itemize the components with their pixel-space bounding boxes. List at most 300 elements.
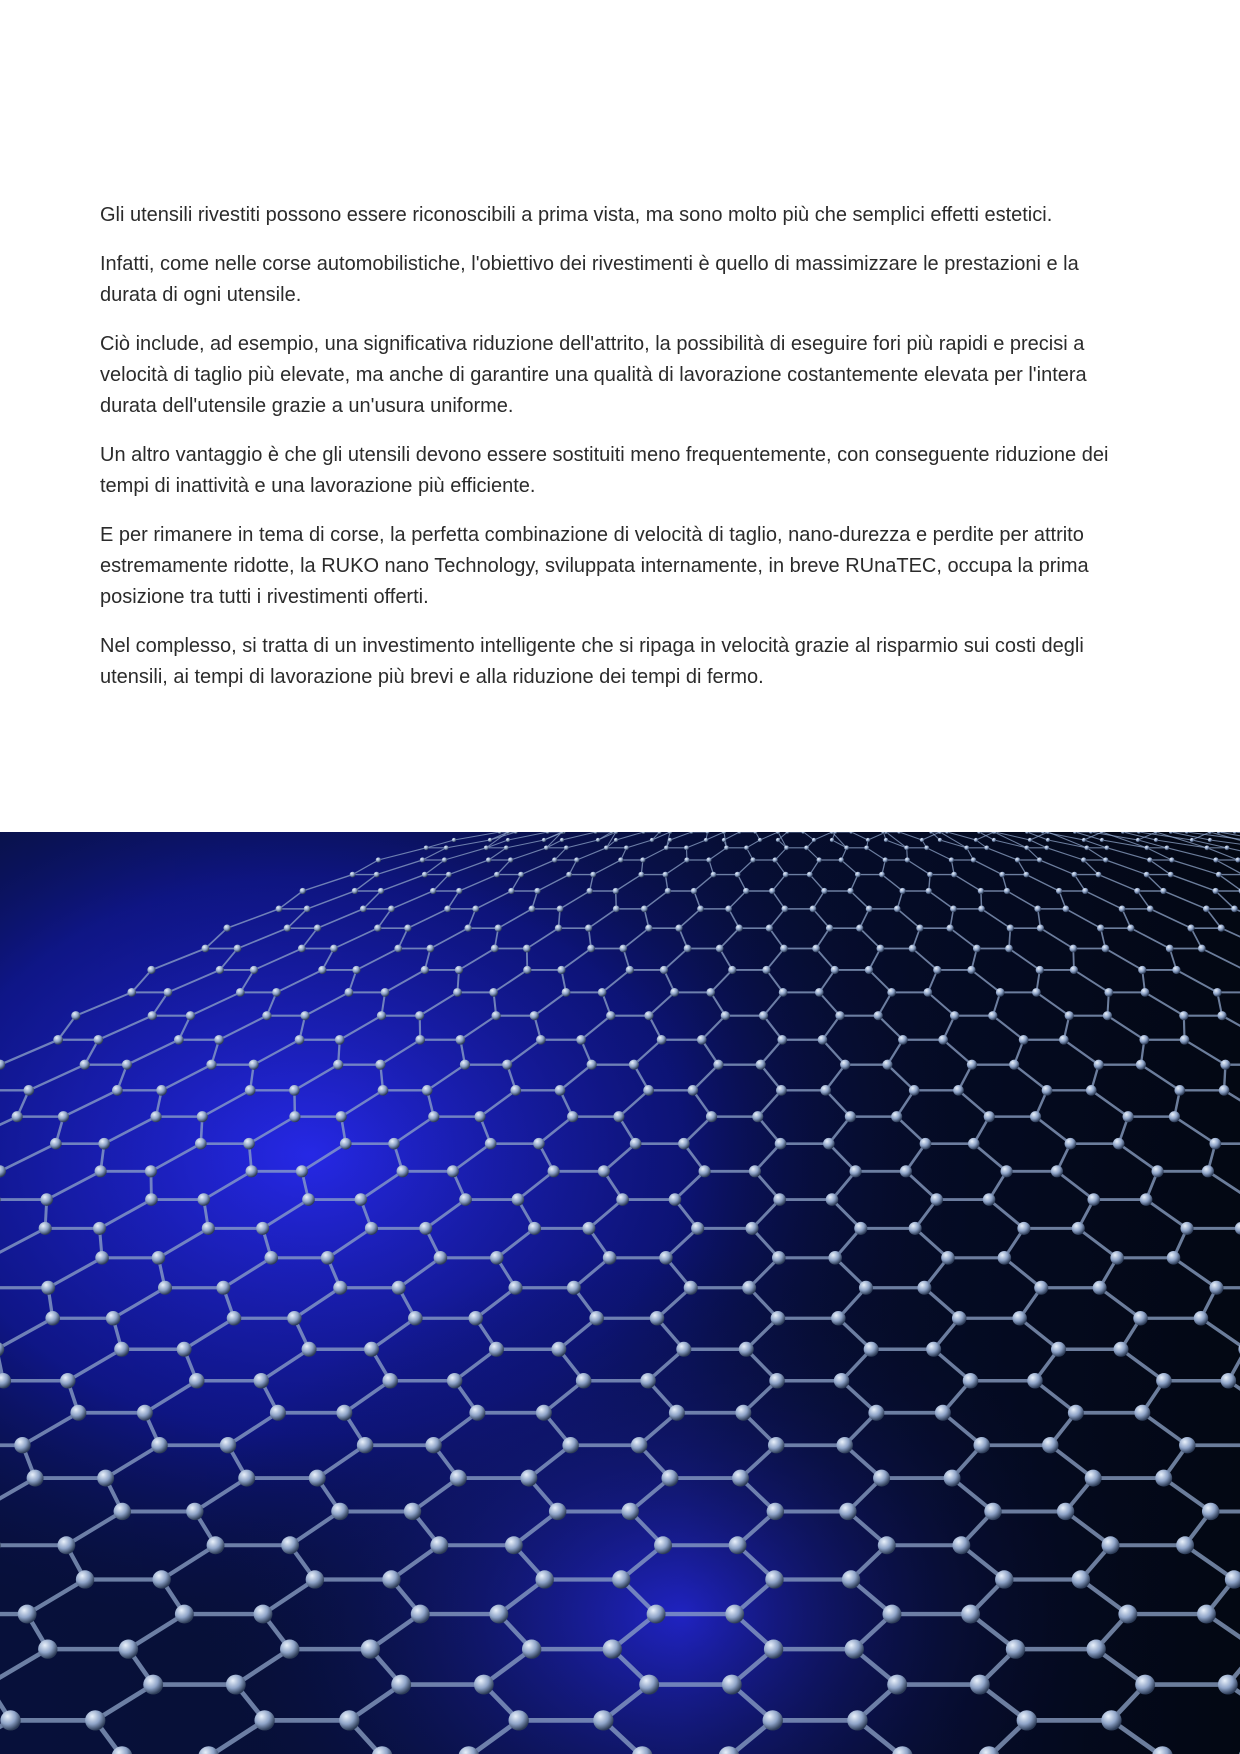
lattice-atom	[415, 1035, 425, 1045]
lattice-atom	[587, 945, 595, 953]
lattice-atom	[725, 906, 732, 913]
lattice-atom	[270, 1405, 286, 1421]
lattice-atom	[638, 872, 644, 878]
lattice-atom	[1220, 1060, 1230, 1070]
lattice-atom	[1042, 1085, 1053, 1096]
paragraph: Ciò include, ad esempio, una significativa riduzione dell'attrito, la possibilità di eseguire fori più rapidi e precisi a velocità di taglio più elevate, ma anche di garantire una qualità di lavorazione costantemente elevata per l'intera durata dell'utensile grazie a un'usura uniforme.	[100, 333, 1087, 417]
lattice-atom	[758, 838, 762, 842]
lattice-atom	[1160, 888, 1166, 894]
lattice-atom	[442, 857, 447, 862]
lattice-atom	[1219, 1085, 1230, 1096]
lattice-atom	[216, 966, 224, 974]
lattice-atom	[1110, 1251, 1124, 1265]
lattice-atom	[1119, 906, 1126, 913]
lattice-atom	[704, 838, 708, 842]
lattice-atom	[562, 988, 571, 997]
lattice-atom	[644, 1011, 653, 1020]
lattice-atom	[1028, 838, 1032, 842]
lattice-atom	[745, 1222, 758, 1235]
lattice-atom	[818, 1035, 828, 1045]
lattice-atom	[330, 945, 338, 953]
lattice-atom	[1203, 906, 1210, 913]
lattice-atom	[856, 925, 863, 932]
lattice-atom	[866, 838, 870, 842]
lattice-atom	[887, 1675, 907, 1695]
lattice-atom	[1205, 845, 1210, 850]
lattice-atom	[878, 1536, 896, 1554]
lattice-atom	[603, 1251, 617, 1265]
lattice-atom	[1155, 1470, 1172, 1487]
lattice-atom	[1194, 1311, 1209, 1326]
lattice-atom	[1213, 857, 1218, 862]
lattice-atom	[306, 1570, 324, 1588]
lattice-atom	[1103, 1011, 1112, 1020]
lattice-atom	[39, 1222, 52, 1235]
lattice-atom	[504, 845, 509, 850]
lattice-atom	[350, 872, 356, 878]
paragraph: Infatti, come nelle corse automobilistiche, l'obiettivo dei rivestimenti è quello di massimizzare le prestazioni e la durata di ogni utensile.	[100, 253, 1079, 306]
lattice-atom	[830, 838, 834, 842]
lattice-atom	[447, 1165, 459, 1177]
lattice-atom	[823, 1138, 835, 1150]
lattice-atom	[826, 1193, 839, 1206]
lattice-atom	[1084, 845, 1089, 850]
lattice-atom	[587, 1060, 597, 1070]
lattice-atom	[684, 945, 692, 953]
lattice-atom	[555, 925, 562, 932]
lattice-atom	[1134, 1405, 1150, 1421]
lattice-atom	[576, 1373, 591, 1388]
lattice-atom	[1169, 857, 1174, 862]
lattice-atom	[408, 1311, 423, 1326]
lattice-atom	[771, 1311, 786, 1326]
lattice-atom	[375, 1060, 385, 1070]
lattice-atom	[877, 945, 885, 953]
lattice-atom	[874, 1011, 883, 1020]
lattice-atom	[776, 838, 780, 842]
lattice-atom	[669, 1405, 685, 1421]
lattice-atom	[1059, 1035, 1069, 1045]
lattice-atom	[1113, 1138, 1125, 1150]
lattice-atom	[1072, 1570, 1090, 1588]
lattice-atom	[968, 1138, 980, 1150]
lattice-atom	[624, 845, 629, 850]
lattice-atom	[759, 1011, 768, 1020]
lattice-atom	[1198, 945, 1206, 953]
lattice-atom	[536, 1035, 546, 1045]
lattice-atom	[289, 1085, 300, 1096]
lattice-atom	[536, 1405, 552, 1421]
lattice-atom	[645, 925, 652, 932]
lattice-atom	[973, 945, 981, 953]
lattice-atom	[220, 1437, 236, 1453]
lattice-atom	[145, 1193, 158, 1206]
lattice-atom	[834, 1373, 849, 1388]
lattice-atom	[661, 1470, 678, 1487]
lattice-atom	[1051, 1342, 1066, 1357]
lattice-atom	[1097, 925, 1104, 932]
lattice-atom	[810, 906, 817, 913]
lattice-atom	[812, 838, 816, 842]
lattice-atom	[772, 1251, 786, 1265]
lattice-atom	[1141, 988, 1150, 997]
lattice-atom	[930, 1193, 943, 1206]
lattice-atom	[883, 857, 888, 862]
lattice-atom	[447, 1373, 462, 1388]
lattice-atom	[321, 1251, 335, 1265]
lattice-atom	[1197, 1605, 1216, 1624]
lattice-atom	[1123, 1111, 1134, 1122]
lattice-atom	[177, 1342, 192, 1357]
lattice-atom	[530, 1011, 539, 1020]
paragraph: Un altro vantaggio è che gli utensili devono essere sostituiti meno frequentemente, con conseguente riduzione dei tempi di inattività e una lavorazione più efficiente.	[100, 444, 1109, 497]
lattice-atom	[598, 1165, 610, 1177]
lattice-atom	[974, 1437, 990, 1453]
lattice-atom	[223, 925, 230, 932]
lattice-atom	[772, 857, 777, 862]
lattice-atom	[12, 1111, 23, 1122]
lattice-atom	[404, 925, 411, 932]
lattice-atom	[333, 1281, 347, 1295]
lattice-atom	[697, 906, 704, 913]
lattice-atom	[345, 988, 354, 997]
lattice-atom	[631, 1437, 647, 1453]
lattice-atom	[1034, 906, 1041, 913]
lattice-atom	[122, 1060, 132, 1070]
lattice-atom	[1174, 1085, 1185, 1096]
lattice-atom	[542, 838, 546, 842]
lattice-atom	[1019, 1035, 1029, 1045]
lattice-atom	[926, 1342, 941, 1357]
lattice-atom	[1036, 966, 1044, 974]
lattice-atom	[489, 1342, 504, 1357]
lattice-atom	[339, 1710, 359, 1730]
lattice-atom	[512, 1193, 525, 1206]
lattice-atom	[85, 1710, 105, 1730]
lattice-atom	[456, 1035, 466, 1045]
lattice-atom	[657, 1035, 667, 1045]
lattice-atom	[76, 1570, 94, 1588]
lattice-atom	[836, 1437, 852, 1453]
lattice-atom	[1044, 845, 1049, 850]
lattice-atom	[654, 1536, 672, 1554]
lattice-atom	[621, 1503, 638, 1520]
lattice-atom	[916, 925, 923, 932]
lattice-atom	[1144, 872, 1150, 878]
lattice-atom	[455, 966, 463, 974]
lattice-atom	[533, 1138, 545, 1150]
lattice-atom	[1135, 1675, 1155, 1695]
lattice-atom	[618, 857, 623, 862]
lattice-atom	[749, 1165, 761, 1177]
lattice-atom	[94, 1035, 104, 1045]
lattice-atom	[492, 1011, 501, 1020]
lattice-atom	[202, 945, 210, 953]
lattice-atom	[421, 966, 429, 974]
lattice-atom	[1136, 1060, 1146, 1070]
lattice-atom	[365, 1222, 378, 1235]
lattice-atom	[302, 1193, 315, 1206]
lattice-atom	[640, 857, 645, 862]
lattice-atom	[1213, 988, 1222, 997]
lattice-atom	[1027, 1373, 1042, 1388]
lattice-atom	[1104, 845, 1109, 850]
lattice-atom	[868, 1405, 884, 1421]
lattice-atom	[397, 1165, 409, 1177]
lattice-atom	[1139, 1035, 1149, 1045]
lattice-atom	[864, 845, 869, 850]
lattice-atom	[924, 845, 929, 850]
lattice-atom	[281, 1536, 299, 1554]
lattice-atom	[276, 906, 283, 913]
lattice-atom	[699, 1165, 711, 1177]
lattice-atom	[529, 906, 536, 913]
lattice-atom	[630, 1138, 642, 1150]
lattice-atom	[590, 872, 596, 878]
lattice-atom	[763, 1710, 783, 1730]
lattice-atom	[850, 1165, 862, 1177]
lattice-atom	[845, 1639, 864, 1658]
lattice-atom	[510, 1085, 521, 1096]
lattice-atom	[988, 1011, 997, 1020]
lattice-atom	[1037, 925, 1044, 932]
lattice-atom	[415, 1011, 424, 1020]
lattice-atom	[616, 1193, 629, 1206]
lattice-atom	[898, 1035, 908, 1045]
lattice-atom	[14, 1437, 30, 1453]
lattice-atom	[946, 925, 953, 932]
lattice-atom	[376, 857, 381, 862]
lattice-atom	[847, 888, 853, 894]
lattice-atom	[1133, 1311, 1148, 1326]
lattice-atom	[430, 1536, 448, 1554]
lattice-atom	[807, 872, 813, 878]
lattice-atom	[900, 888, 906, 894]
lattice-atom	[1216, 872, 1222, 878]
graphene-lattice-image	[0, 832, 1240, 1754]
lattice-atom	[1012, 1311, 1027, 1326]
lattice-atom	[151, 1437, 167, 1453]
lattice-atom	[909, 945, 917, 953]
lattice-atom	[664, 845, 669, 850]
lattice-atom	[744, 845, 749, 850]
lattice-atom	[419, 1222, 432, 1235]
lattice-atom	[523, 945, 531, 953]
lattice-atom	[688, 1085, 699, 1096]
lattice-atom	[428, 1111, 439, 1122]
lattice-atom	[374, 872, 380, 878]
lattice-atom	[298, 945, 306, 953]
lattice-atom	[974, 838, 978, 842]
lattice-atom	[495, 925, 502, 932]
lattice-atom	[643, 1085, 654, 1096]
lattice-atom	[374, 925, 381, 932]
lattice-atom	[93, 1222, 106, 1235]
lattice-atom	[927, 872, 933, 878]
lattice-atom	[1202, 1165, 1214, 1177]
lattice-atom	[555, 1085, 566, 1096]
lattice-atom	[669, 1193, 682, 1206]
lattice-atom	[0, 1710, 20, 1730]
lattice-atom	[839, 1503, 856, 1520]
lattice-atom	[352, 888, 358, 894]
lattice-atom	[612, 1570, 630, 1588]
lattice-atom	[598, 988, 607, 997]
lattice-atom	[675, 925, 682, 932]
lattice-atom	[739, 1342, 754, 1357]
lattice-atom	[388, 906, 395, 913]
lattice-atom	[941, 1251, 955, 1265]
lattice-atom	[535, 1570, 553, 1588]
lattice-atom	[296, 1165, 308, 1177]
lattice-atom	[756, 1060, 766, 1070]
lattice-atom	[226, 1675, 246, 1695]
lattice-atom	[300, 1011, 309, 1020]
lattice-atom	[1086, 1639, 1105, 1658]
lattice-atom	[1190, 838, 1194, 842]
lattice-atom	[364, 1342, 379, 1357]
lattice-atom	[619, 945, 627, 953]
lattice-atom	[831, 966, 839, 974]
lattice-atom	[112, 1085, 123, 1096]
lattice-atom	[557, 906, 564, 913]
lattice-atom	[766, 925, 773, 932]
lattice-atom	[378, 888, 384, 894]
lattice-atom	[127, 988, 136, 997]
lattice-atom	[45, 1311, 60, 1326]
lattice-atom	[236, 988, 245, 997]
lattice-atom	[963, 1373, 978, 1388]
lattice-atom	[891, 1111, 902, 1122]
lattice-atom	[1030, 1111, 1041, 1122]
lattice-atom	[1147, 906, 1154, 913]
lattice-atom	[984, 1503, 1001, 1520]
lattice-atom	[773, 1193, 786, 1206]
lattice-atom	[186, 1503, 203, 1520]
lattice-atom	[434, 1251, 448, 1265]
lattice-atom	[1118, 1605, 1137, 1624]
lattice-atom	[935, 1405, 951, 1421]
lattice-atom	[920, 1138, 932, 1150]
lattice-atom	[206, 1060, 216, 1070]
lattice-atom	[725, 1605, 744, 1624]
lattice-atom	[486, 857, 491, 862]
lattice-atom	[548, 1165, 560, 1177]
lattice-atom	[50, 1138, 62, 1150]
lattice-atom	[614, 838, 618, 842]
lattice-atom	[909, 1222, 922, 1235]
lattice-atom	[949, 857, 954, 862]
lattice-atom	[938, 1035, 948, 1045]
lattice-atom	[150, 1111, 161, 1122]
lattice-atom	[1103, 857, 1108, 862]
lattice-atom	[377, 1011, 386, 1020]
lattice-atom	[1017, 1222, 1030, 1235]
lattice-atom	[488, 838, 492, 842]
lattice-atom	[835, 1011, 844, 1020]
lattice-atom	[1004, 888, 1010, 894]
lattice-atom	[245, 1085, 256, 1096]
lattice-atom	[520, 1470, 537, 1487]
lattice-atom	[1100, 838, 1104, 842]
lattice-atom	[227, 1311, 242, 1326]
lattice-atom	[735, 872, 741, 878]
lattice-atom	[1168, 872, 1174, 878]
lattice-atom	[1081, 857, 1086, 862]
paragraph: Gli utensili rivestiti possono essere riconoscibili a prima vista, ma sono molto più che semplici effetti estetici.	[100, 204, 1053, 226]
lattice-atom	[1015, 857, 1020, 862]
lattice-atom	[114, 1503, 131, 1520]
lattice-atom	[250, 966, 258, 974]
lattice-atom	[562, 1437, 578, 1453]
lattice-atom	[484, 845, 489, 850]
lattice-atom	[1085, 1470, 1102, 1487]
lattice-atom	[670, 988, 679, 997]
lattice-atom	[639, 1675, 659, 1695]
lattice-atom	[27, 1470, 44, 1487]
lattice-atom	[264, 1251, 278, 1265]
lattice-atom	[721, 1011, 730, 1020]
lattice-atom	[174, 1035, 184, 1045]
lattice-atom	[882, 1060, 892, 1070]
lattice-atom	[750, 857, 755, 862]
lattice-atom	[1065, 1011, 1074, 1020]
lattice-atom	[1113, 1342, 1128, 1357]
lattice-atom	[489, 988, 498, 997]
lattice-atom	[189, 1373, 204, 1388]
lattice-atom	[1172, 966, 1180, 974]
lattice-atom	[665, 888, 671, 894]
lattice-atom	[318, 966, 326, 974]
lattice-atom	[508, 888, 514, 894]
lattice-atom	[425, 1437, 441, 1453]
lattice-atom	[728, 966, 736, 974]
lattice-atom	[534, 888, 540, 894]
lattice-atom	[1094, 1060, 1104, 1070]
lattice-atom	[613, 906, 620, 913]
lattice-atom	[1069, 945, 1077, 953]
lattice-atom	[920, 838, 924, 842]
lattice-atom	[769, 1373, 784, 1388]
lattice-atom	[564, 845, 569, 850]
lattice-atom	[388, 1138, 400, 1150]
lattice-atom	[767, 1503, 784, 1520]
lattice-atom	[254, 1710, 274, 1730]
lattice-atom	[464, 925, 471, 932]
lattice-atom	[522, 1639, 541, 1658]
lattice-atom	[246, 1165, 258, 1177]
lattice-atom	[691, 1222, 704, 1235]
lattice-atom	[926, 888, 932, 894]
lattice-atom	[295, 1035, 305, 1045]
lattice-atom	[924, 988, 933, 997]
lattice-atom	[812, 945, 820, 953]
lattice-atom	[309, 1470, 326, 1487]
lattice-atom	[289, 1111, 300, 1122]
lattice-atom	[585, 925, 592, 932]
lattice-atom	[300, 888, 306, 894]
lattice-atom	[983, 1193, 996, 1206]
lattice-atom	[382, 1570, 400, 1588]
lattice-atom	[684, 845, 689, 850]
lattice-atom	[1166, 945, 1174, 953]
lattice-atom	[1032, 988, 1041, 997]
lattice-atom	[967, 966, 975, 974]
lattice-atom	[844, 845, 849, 850]
lattice-illustration	[0, 832, 1240, 1754]
lattice-atom	[491, 945, 499, 953]
lattice-atom	[1042, 1437, 1058, 1453]
